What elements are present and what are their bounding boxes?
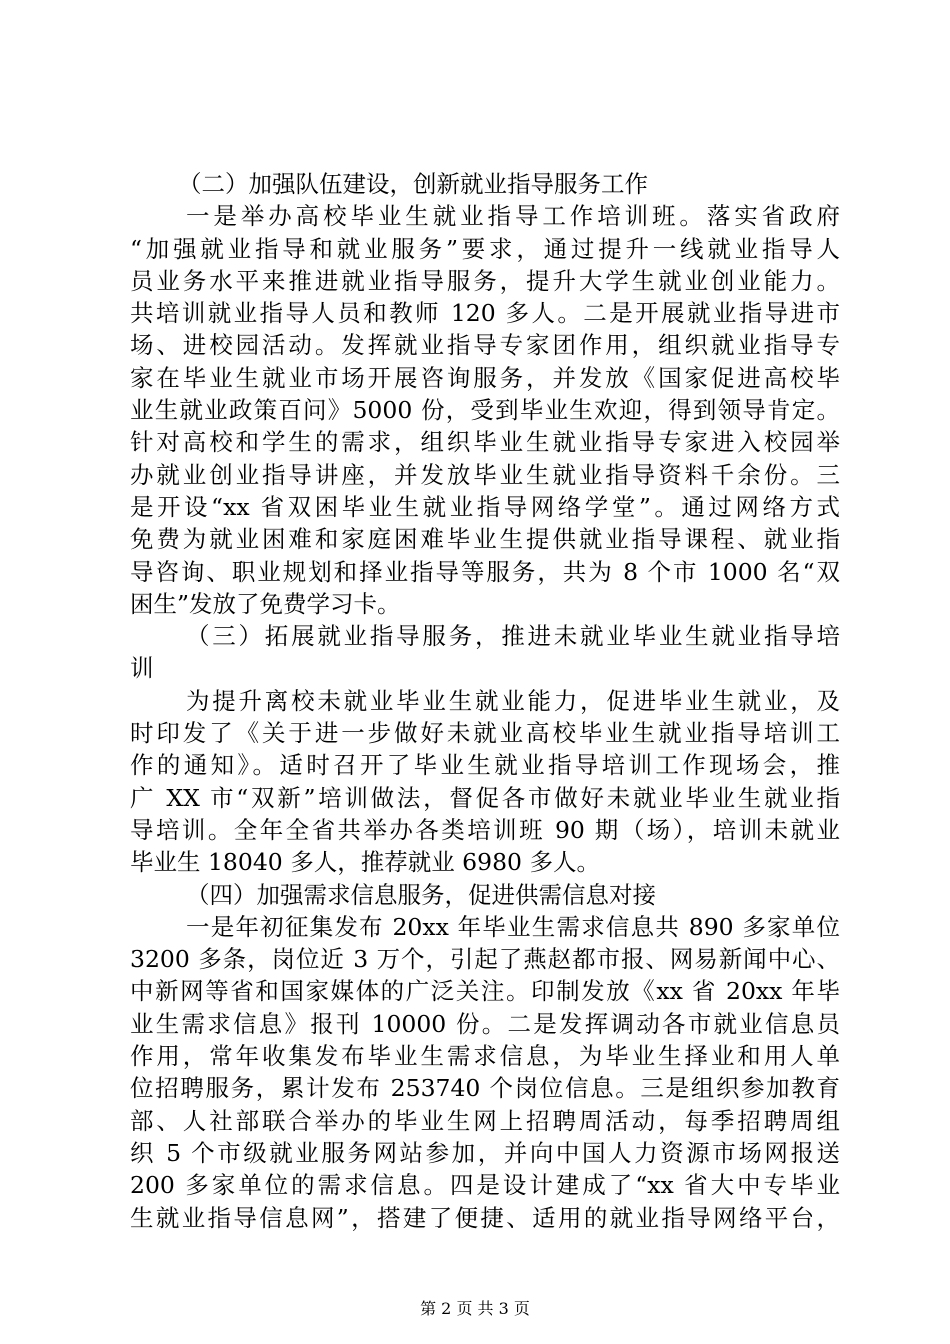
text-line: （二）加强队伍建设，创新就业指导服务工作 <box>178 170 648 198</box>
text-line: 场、进校园活动。发挥就业指导专家团作用，组织就业指导专 <box>130 331 840 360</box>
text-line: （四）加强需求信息服务，促进供需信息对接 <box>186 880 656 909</box>
text-line: 毕业生 18040 多人，推荐就业 6980 多人。 <box>130 848 600 877</box>
text-line: 为提升离校未就业毕业生就业能力，促进毕业生就业，及 <box>186 686 840 715</box>
text-line: 免费为就业困难和家庭困难毕业生提供就业指导课程、就业指 <box>130 525 840 554</box>
page-footer: 第 2 页 共 3 页 <box>420 1299 530 1318</box>
text-line: 作用，常年收集发布毕业生需求信息，为毕业生择业和用人单 <box>130 1042 840 1071</box>
text-line: 办就业创业指导讲座，并发放毕业生就业指导资料千余份。三 <box>130 460 840 489</box>
text-line: 中新网等省和国家媒体的广泛关注。印制发放《xx 省 20xx 年毕 <box>130 977 840 1006</box>
text-line: 200 多家单位的需求信息。四是设计建成了“xx 省大中专毕业 <box>130 1171 840 1200</box>
text-line: 一是举办高校毕业生就业指导工作培训班。落实省政府 <box>186 202 840 231</box>
text-line: 业生需求信息》报刊 10000 份。二是发挥调动各市就业信息员 <box>130 1009 840 1038</box>
text-line: 部、人社部联合举办的毕业生网上招聘周活动，每季招聘周组 <box>130 1106 840 1135</box>
body-text <box>130 168 840 1234</box>
text-line: （三）拓展就业指导服务，推进未就业毕业生就业指导培 <box>186 622 840 651</box>
text-line: 共培训就业指导人员和教师 120 多人。二是开展就业指导进市 <box>130 299 840 328</box>
text-line: 生就业指导信息网”，搭建了便捷、适用的就业指导网络平台， <box>130 1203 840 1232</box>
text-line: 训 <box>130 654 154 683</box>
text-line: 广 XX 市“双新”培训做法，督促各市做好未就业毕业生就业指 <box>130 783 840 812</box>
text-line: 3200 多条，岗位近 3 万个，引起了燕赵都市报、网易新闻中心、 <box>130 945 840 974</box>
text-line: 导培训。全年全省共举办各类培训班 90 期（场），培训未就业 <box>130 815 840 844</box>
text-line: 困生”发放了免费学习卡。 <box>130 589 401 618</box>
text-line: 作的通知》。适时召开了毕业生就业指导培训工作现场会，推 <box>130 751 840 780</box>
text-line: 一是年初征集发布 20xx 年毕业生需求信息共 890 多家单位 <box>186 912 840 941</box>
text-line: 针对高校和学生的需求，组织毕业生就业指导专家进入校园举 <box>130 428 840 457</box>
text-line: “加强就业指导和就业服务”要求，通过提升一线就业指导人 <box>130 234 840 263</box>
text-line: 时印发了《关于进一步做好未就业高校毕业生就业指导培训工 <box>130 719 840 748</box>
text-line: 位招聘服务，累计发布 253740 个岗位信息。三是组织参加教育 <box>130 1074 840 1103</box>
text-line: 是开设“xx 省双困毕业生就业指导网络学堂”。通过网络方式 <box>130 492 840 521</box>
text-line: 员业务水平来推进就业指导服务，提升大学生就业创业能力。 <box>130 266 840 295</box>
text-line: 家在毕业生就业市场开展咨询服务，并发放《国家促进高校毕 <box>130 363 840 392</box>
text-line: 织 5 个市级就业服务网站参加，并向中国人力资源市场网报送 <box>130 1138 840 1167</box>
text-line: 导咨询、职业规划和择业指导等服务，共为 8 个市 1000 名“双 <box>130 557 840 586</box>
text-line: 业生就业政策百问》5000 份，受到毕业生欢迎，得到领导肯定。 <box>130 396 840 425</box>
